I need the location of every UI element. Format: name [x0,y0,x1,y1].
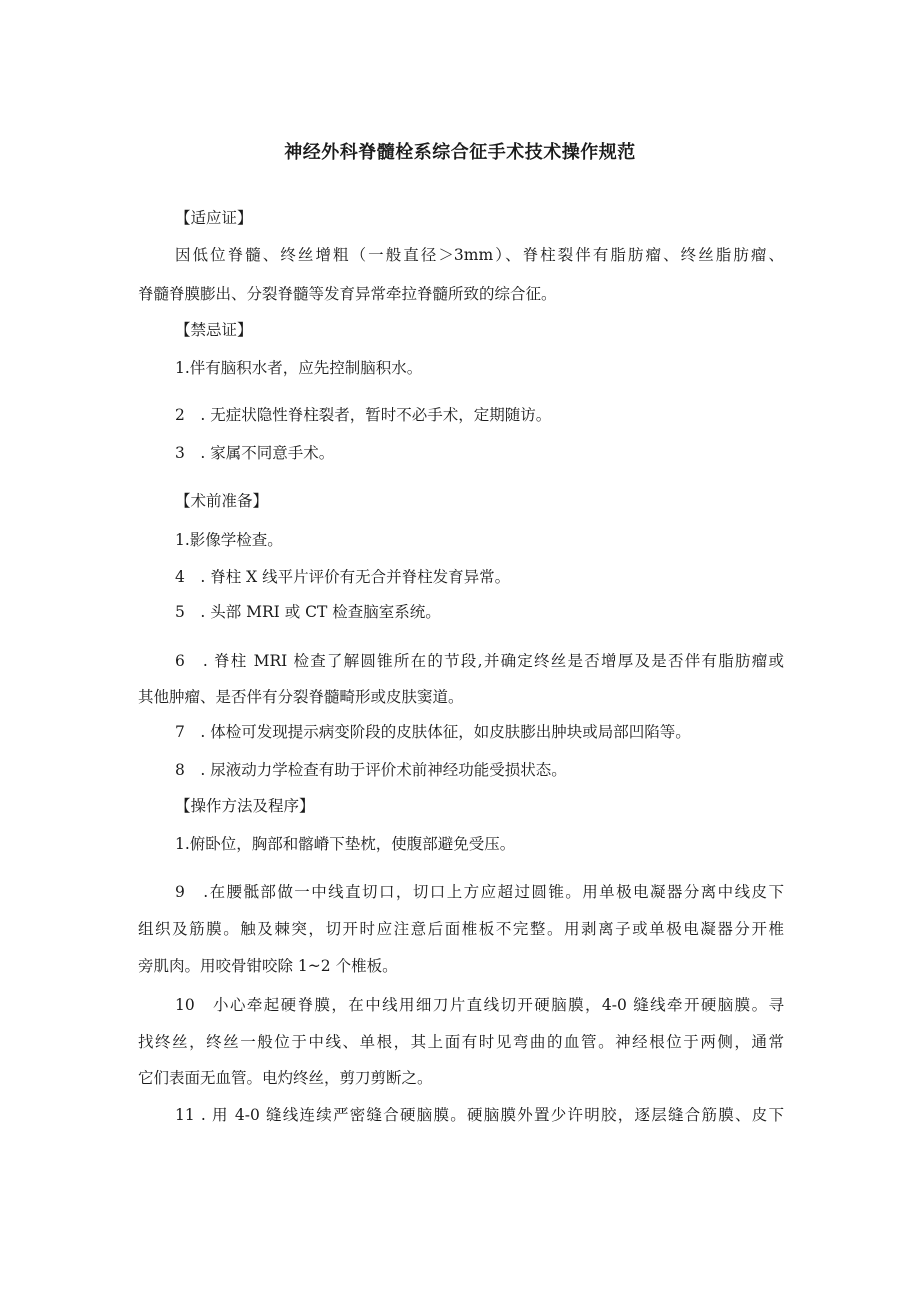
list-item: 4 . 脊柱 X 线平片评价有无合并脊柱发育异常。 [175,568,511,586]
list-item: 1.伴有脑积水者，应先控制脑积水。 [175,359,423,377]
list-item: 9 .在腰骶部做一中线直切口，切口上方应超过圆锥。用单极电凝器分离中线皮下 [175,883,784,901]
paragraph-line: 组织及筋膜。触及棘突，切开时应注意后面椎板不完整。用剥离子或单极电凝器分开椎 [138,920,784,938]
document-title: 神经外科脊髓栓系综合征手术技术操作规范 [284,142,636,163]
list-item: 7 . 体检可发现提示病变阶段的皮肤体征，如皮肤膨出肿块或局部凹陷等。 [175,723,691,741]
section-heading-contraindications: 【禁忌证】 [175,321,253,339]
list-item: 1.影像学检查。 [175,531,283,549]
list-item: 8 . 尿液动力学检查有助于评价术前神经功能受损状态。 [175,761,567,779]
list-item: 1.俯卧位，胸部和髂嵴下垫枕，使腹部避免受压。 [175,835,516,853]
list-item: 5 . 头部 MRI 或 CT 检查脑室系统。 [175,603,441,621]
paragraph-line: 其他肿瘤、是否伴有分裂脊髓畸形或皮肤窦道。 [138,688,464,706]
section-heading-procedure: 【操作方法及程序】 [175,797,315,815]
list-item: 10 小心牵起硬脊膜，在中线用细刀片直线切开硬脑膜，4-0 缝线牵开硬脑膜。寻 [175,996,784,1014]
paragraph-line: 它们表面无血管。电灼终丝，剪刀剪断之。 [138,1069,433,1087]
paragraph-line: 找终丝，终丝一般位于中线、单根，其上面有时见弯曲的血管。神经根位于两侧，通常 [138,1033,784,1051]
list-item: 11 . 用 4-0 缝线连续严密缝合硬脑膜。硬脑膜外置少许明胶，逐层缝合筋膜、皮下 [175,1106,784,1124]
paragraph-line: 脊髓脊膜膨出、分裂脊髓等发育异常牵拉脊髓所致的综合征。 [138,285,557,303]
section-heading-preoperative: 【术前准备】 [175,492,269,510]
list-item: 6 . 脊柱 MRI 检查了解圆锥所在的节段,并确定终丝是否增厚及是否伴有脂肪瘤或 [175,652,784,670]
paragraph-line: 旁肌肉。用咬骨钳咬除 1~2 个椎板。 [138,957,398,975]
paragraph-line: 因低位脊髓、终丝增粗（一般直径＞3mm）、脊柱裂伴有脂肪瘤、终丝脂肪瘤、 [175,246,784,264]
list-item: 3 . 家属不同意手术。 [175,444,335,462]
section-heading-indications: 【适应证】 [175,209,253,227]
list-item: 2 . 无症状隐性脊柱裂者，暂时不必手术，定期随访。 [175,406,552,424]
